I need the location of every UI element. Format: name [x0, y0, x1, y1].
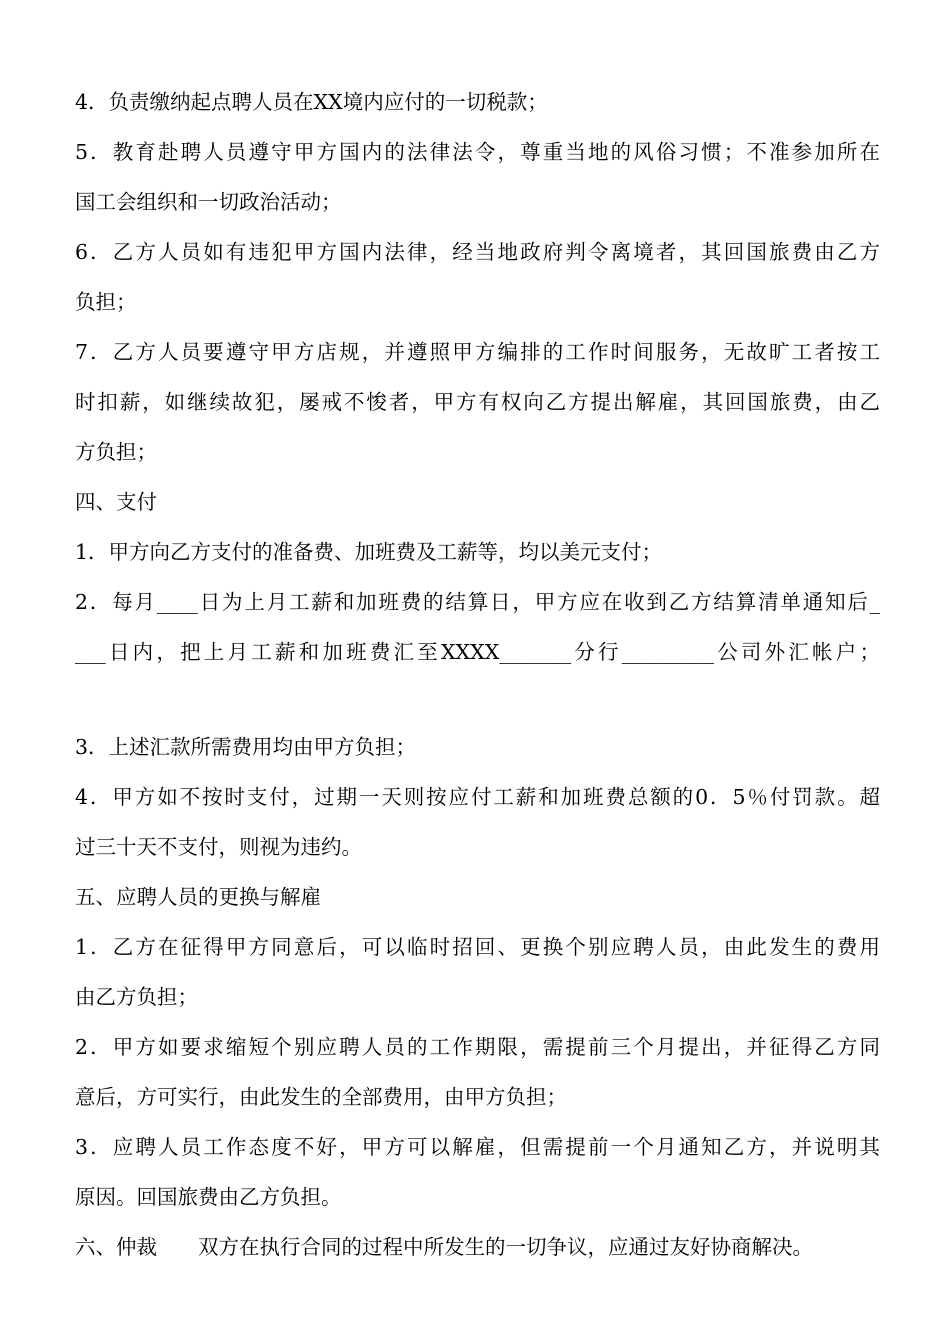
text-line: ___日内，把上月工薪和加班费汇至XXXX_______分行_________公司外汇帐户； — [75, 640, 880, 664]
text-line: 负担； — [75, 290, 137, 314]
text-line: 意后，方可实行，由此发生的全部费用，由甲方负担； — [75, 1085, 567, 1109]
text-line: 方负担； — [75, 440, 157, 464]
text-line: 2．每月____日为上月工薪和加班费的结算日，甲方应在收到乙方结算清单通知后_ — [75, 590, 880, 614]
paragraph-remittance-fees — [75, 722, 880, 772]
paragraph-settlement — [75, 577, 880, 677]
paragraph-late-penalty — [75, 772, 880, 872]
text-line: 时扣薪，如继续故犯，屡戒不悛者，甲方有权向乙方提出解雇，其回国旅费，由乙 — [75, 390, 880, 414]
text-line: 1．甲方向乙方支付的准备费、加班费及工薪等，均以美元支付； — [75, 540, 663, 564]
text-line: 3．应聘人员工作态度不好，甲方可以解雇，但需提前一个月通知乙方，并说明其 — [75, 1135, 880, 1159]
paragraph-dismissal — [75, 1122, 880, 1222]
text-line: 四、支付 — [75, 490, 157, 514]
paragraph-tax — [75, 77, 880, 127]
paragraph-recall — [75, 922, 880, 1022]
paragraph-shorten-term — [75, 1022, 880, 1122]
text-line: 原因。回国旅费由乙方负担。 — [75, 1185, 342, 1209]
text-line: 4．甲方如不按时支付，过期一天则按应付工薪和加班费总额的0．5％付罚款。超 — [75, 785, 880, 809]
section-heading-payment — [75, 477, 880, 527]
text-line: 六、仲裁 双方在执行合同的过程中所发生的一切争议，应通过友好协商解决。 — [75, 1235, 813, 1259]
text-line: 1．乙方在征得甲方同意后，可以临时招回、更换个别应聘人员，由此发生的费用 — [75, 935, 880, 959]
paragraph-rules — [75, 327, 880, 477]
text-line: 国工会组织和一切政治活动； — [75, 190, 342, 214]
text-line: 5．教育赴聘人员遵守甲方国内的法律法令，尊重当地的风俗习惯；不准参加所在 — [75, 140, 880, 164]
paragraph-payment-currency — [75, 527, 880, 577]
paragraph-education — [75, 127, 880, 227]
text-line: 过三十天不支付，则视为违约。 — [75, 835, 362, 859]
text-line: 由乙方负担； — [75, 985, 198, 1009]
text-line: 五、应聘人员的更换与解雇 — [75, 885, 321, 909]
section-arbitration — [75, 1222, 880, 1272]
text-line: 2．甲方如要求缩短个别应聘人员的工作期限，需提前三个月提出，并征得乙方同 — [75, 1035, 880, 1059]
text-line: 3．上述汇款所需费用均由甲方负担； — [75, 735, 417, 759]
text-line: 6．乙方人员如有违犯甲方国内法律，经当地政府判令离境者，其回国旅费由乙方 — [75, 240, 880, 264]
text-line: 7．乙方人员要遵守甲方店规，并遵照甲方编排的工作时间服务，无故旷工者按工 — [75, 340, 880, 364]
paragraph-violation — [75, 227, 880, 327]
section-heading-replacement — [75, 872, 880, 922]
text-line: 4．负责缴纳起点聘人员在XX境内应付的一切税款； — [75, 90, 548, 114]
